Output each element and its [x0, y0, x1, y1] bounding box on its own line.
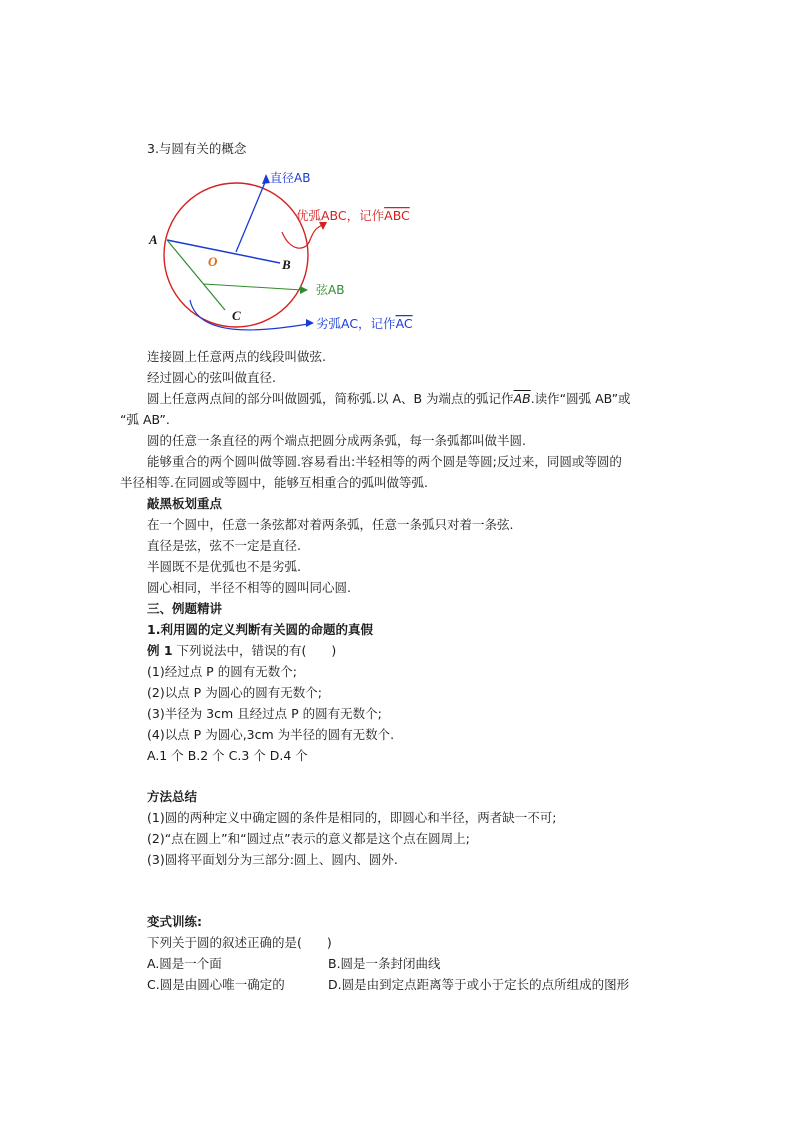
paragraph-arc-cont: “弧 AB”. — [120, 412, 170, 427]
paragraph-diameter: 经过圆心的弦叫做直径. — [147, 370, 276, 385]
paragraph-arc: 圆上任意两点间的部分叫做圆弧，简称弧.以 A、B 为端点的弧记作$\overline{AB}$.读作“圆弧 AB”或 — [147, 391, 631, 406]
chord-arrowhead — [300, 286, 308, 294]
example-item: (4)以点 P 为圆心,3cm 为半径的圆有无数个. — [147, 727, 395, 742]
circle-diagram — [140, 160, 460, 340]
arc-symbol: $\overline{AB}$ — [513, 391, 531, 406]
paragraph-equal-circle: 能够重合的两个圆叫做等圆.容易看出:半轻相等的两个圆是等圆;反过来，同圆或等圆的 — [147, 454, 622, 469]
example-label: 例 1 — [147, 643, 173, 658]
variant-title: 变式训练: — [147, 914, 202, 929]
method-title: 方法总结 — [147, 789, 198, 804]
variant-question: 下列关于圆的叙述正确的是( ) — [147, 935, 332, 950]
point-b-label: B — [282, 257, 291, 272]
example-item: (3)半径为 3cm 且经过点 P 的圆有无数个; — [147, 706, 382, 721]
variant-option-b: B.圆是一条封闭曲线 — [328, 956, 441, 971]
minor-arc-label: 劣弧AC，记作AC — [316, 316, 413, 331]
major-arc-label: 优弧ABC，记作ABC — [296, 208, 410, 223]
variant-option-a: A.圆是一个面 — [147, 956, 222, 971]
example-choices: A.1 个 B.2 个 C.3 个 D.4 个 — [147, 748, 308, 763]
major-arc-symbol: ABC — [384, 208, 410, 223]
examples-section-title: 三、例题精讲 — [147, 601, 223, 616]
chord-pointer — [204, 284, 302, 290]
point-a-label: A — [149, 232, 158, 247]
radius-line — [236, 180, 266, 252]
paragraph-chord: 连接圆上任意两点的线段叫做弦. — [147, 349, 326, 364]
variant-option-d: D.圆是由到定点距离等于或小于定长的点所组成的图形 — [328, 977, 630, 992]
point-c-label: C — [232, 308, 241, 323]
method-item: (1)圆的两种定义中确定圆的条件是相同的，即圆心和半径，两者缺一不可; — [147, 810, 557, 825]
minor-arc-symbol: AC — [395, 316, 413, 331]
example-item: (1)经过点 P 的圆有无数个; — [147, 664, 297, 679]
examples-subtitle: 1.利用圆的定义判断有关圆的命题的真假 — [147, 622, 373, 637]
variant-option-c: C.圆是由圆心唯一确定的 — [147, 977, 285, 992]
paragraph-semicircle: 圆的任意一条直径的两个端点把圆分成两条弧，每一条弧都叫做半圆. — [147, 433, 526, 448]
section3-title: 3.与圆有关的概念 — [147, 141, 247, 156]
key-point-item: 半圆既不是优弧也不是劣弧. — [147, 559, 301, 574]
method-item: (3)圆将平面划分为三部分:圆上、圆内、圆外. — [147, 852, 398, 867]
diameter-label: 直径AB — [270, 171, 311, 185]
key-point-item: 直径是弦，弦不一定是直径. — [147, 538, 301, 553]
key-points-title: 敲黑板划重点 — [147, 496, 223, 511]
paragraph-equal-circle-cont: 半径相等.在同圆或等圆中，能够互相重合的弧叫做等弧. — [120, 475, 428, 490]
point-o-label: O — [208, 254, 218, 269]
method-item: (2)“点在圆上”和“圆过点”表示的意义都是这个点在圆周上; — [147, 831, 470, 846]
radius-arrowhead — [262, 174, 270, 184]
chord-label: 弦AB — [316, 283, 345, 297]
key-point-item: 圆心相同，半径不相等的圆叫同心圆. — [147, 580, 351, 595]
minor-arc-arrowhead — [306, 319, 314, 327]
example-item: (2)以点 P 为圆心的圆有无数个; — [147, 685, 322, 700]
circle — [164, 183, 308, 327]
example-question: 例 1 下列说法中，错误的有( ) — [147, 643, 337, 658]
key-point-item: 在一个圆中，任意一条弦都对着两条弧，任意一条弧只对着一条弦. — [147, 517, 514, 532]
